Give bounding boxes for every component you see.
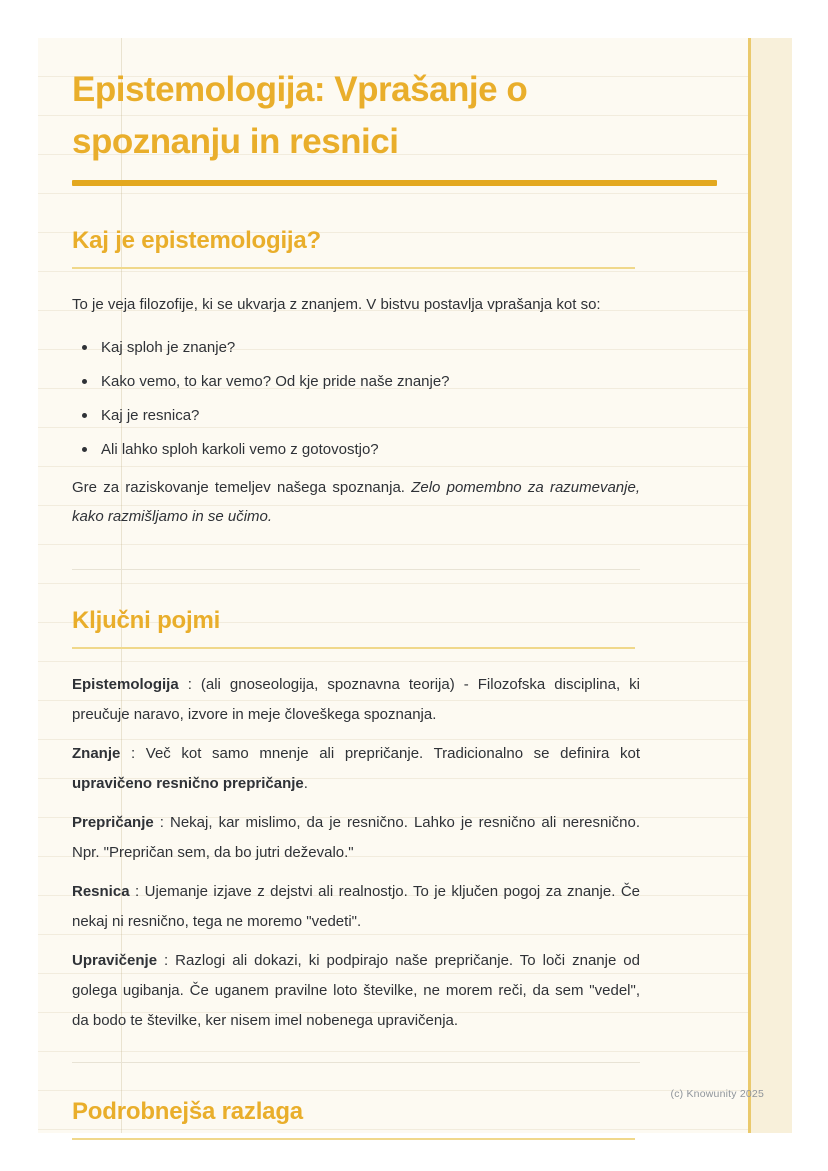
definition-bold-phrase: upravičeno resnično prepričanje — [72, 775, 304, 792]
section-outro-paragraph — [72, 473, 640, 531]
outro-text: Gre za raziskovanje temeljev našega spoznanja. — [72, 479, 405, 496]
definition-term: Znanje — [72, 745, 121, 762]
question-list-item: Kaj sploh je znanje? — [80, 337, 640, 359]
section-what-is-epistemology — [72, 228, 640, 531]
question-list-item: Ali lahko sploh karkoli vemo z gotovostjo? — [80, 439, 640, 461]
question-list — [72, 337, 640, 461]
page-title: Epistemologija: Vprašanje o spoznanju in resnici — [72, 70, 528, 161]
definition-paragraph: Prepričanje : Nekaj, kar mislimo, da je resnično. Lahko je resnično ali neresnično. Npr. "Prepričan sem, da bo jutri deževalo." — [72, 814, 640, 861]
section-detailed-explanation — [72, 1099, 640, 1140]
definition-paragraph: Upravičenje : Razlogi ali dokazi, ki podpirajo naše prepričanje. To loči znanje od golega ugibanja. Če uganem pravilne loto številke, ne morem reči, da sem "vedel", da bodo te številke, ker nisem imel nobenega upravičenja. — [72, 952, 640, 1029]
section-heading: Ključni pojmi — [72, 608, 635, 649]
section-key-terms — [72, 608, 640, 1036]
definition-paragraph: Epistemologija : (ali gnoseologija, spoznavna teorija) - Filozofska disciplina, ki preučuje naravo, izvore in meje človeškega spoznanja. — [72, 676, 640, 723]
definition-term: Resnica — [72, 883, 130, 900]
definition-paragraph: Znanje : Več kot samo mnenje ali prepričanje. Tradicionalno se definira kot upravičeno resnično prepričanje. — [72, 745, 640, 792]
definition-list — [72, 670, 640, 1036]
question-list-item: Kaj je resnica? — [80, 405, 640, 427]
section-intro-paragraph: To je veja filozofije, ki se ukvarja z znanjem. V bistvu postavlja vprašanja kot so: — [72, 296, 601, 313]
outro-italic-text: Zelo pomembno za razumevanje, kako razmišljamo in se učimo. — [72, 479, 640, 525]
page-content — [72, 38, 640, 1140]
section-divider — [72, 1062, 640, 1063]
document-page — [38, 38, 792, 1133]
section-heading: Kaj je epistemologija? — [72, 228, 635, 269]
copyright-watermark: (c) Knowunity 2025 — [670, 1088, 764, 1100]
definition-term: Epistemologija — [72, 676, 179, 693]
question-list-item: Kako vemo, to kar vemo? Od kje pride naše znanje? — [80, 371, 640, 393]
definition-term: Prepričanje — [72, 814, 154, 831]
title-rule — [72, 180, 717, 186]
definition-term: Upravičenje — [72, 952, 158, 969]
section-divider — [72, 569, 640, 570]
section-heading: Podrobnejša razlaga — [72, 1099, 635, 1140]
definition-paragraph: Resnica : Ujemanje izjave z dejstvi ali realnostjo. To je ključen pogoj za znanje. Če nekaj ni resnično, tega ne moremo "vedeti". — [72, 883, 640, 930]
notebook-margin — [748, 38, 792, 1133]
